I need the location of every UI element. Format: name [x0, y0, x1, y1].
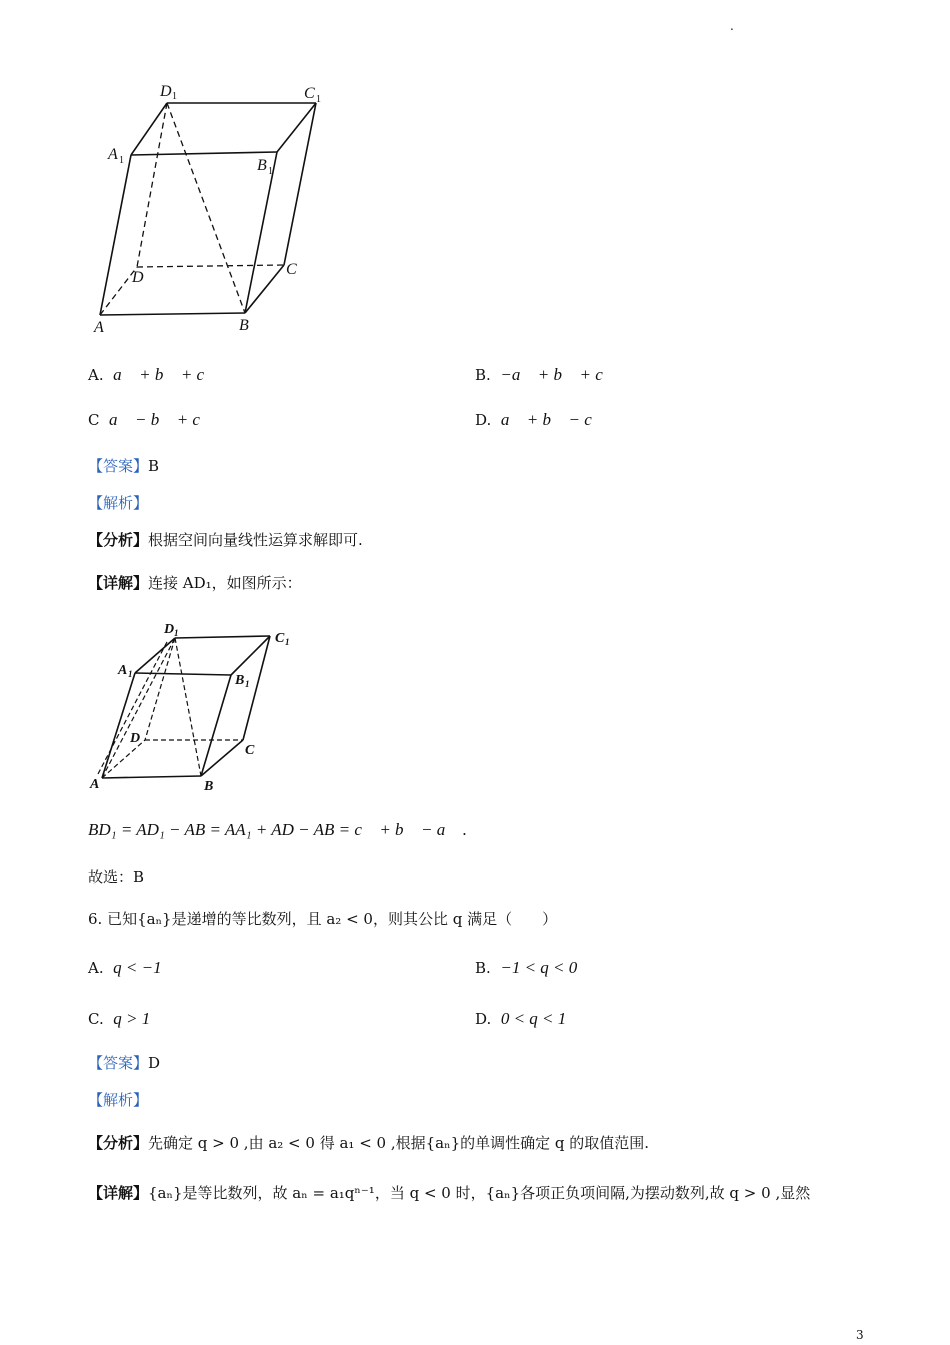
parallelepiped-figure	[88, 80, 338, 340]
label-c1: C	[304, 85, 315, 102]
label-b: B	[239, 317, 249, 334]
q5-option-d: D. a⃗ + b⃗ − c⃗	[475, 410, 605, 429]
label-a: A	[94, 319, 104, 336]
q6-option-c: C. q > 1	[88, 1009, 151, 1028]
q5-vector-equation: BD₁ = AD₁ − AB = AA₁ + AD − AB = c⃗ + b⃗ − a⃗ .	[88, 820, 467, 839]
q5-explain-tag: 【解析】	[88, 494, 149, 512]
q6-option-d: D. 0 < q < 1	[475, 1009, 567, 1028]
label-c: C	[286, 261, 297, 278]
page-number: 3	[856, 1328, 864, 1342]
svg-text:1: 1	[128, 669, 133, 679]
q6-answer: 【答案】D	[88, 1054, 161, 1072]
svg-text:1: 1	[245, 679, 250, 689]
q6-analysis: 【分析】先确定 q > 0 ,由 a₂ < 0 得 a₁ < 0 ,根据{aₙ}的单调性确定 q 的取值范围.	[88, 1134, 650, 1152]
q6-explain-tag: 【解析】	[88, 1091, 149, 1109]
q5-option-a: A. a⃗ + b⃗ + c⃗	[88, 365, 218, 384]
q6-option-b: B. −1 < q < 0	[475, 958, 578, 977]
label-b1: B	[257, 157, 267, 174]
parallelepiped-figure-2	[88, 618, 308, 798]
label-a: A	[90, 777, 100, 792]
label-a1: A	[118, 663, 128, 678]
label-b1: B	[235, 673, 245, 688]
label-c1: C	[275, 631, 285, 646]
svg-text:1: 1	[174, 628, 179, 638]
q5-option-b: B. −a⃗ + b⃗ + c⃗	[475, 365, 616, 384]
header-mark: .	[730, 19, 734, 33]
label-d: D	[130, 731, 141, 746]
label-d1: D	[164, 622, 175, 637]
label-c: C	[245, 743, 255, 758]
q6-option-a: A. q < −1	[88, 958, 162, 977]
svg-text:1: 1	[172, 91, 177, 102]
svg-text:1: 1	[285, 637, 290, 647]
svg-text:1: 1	[316, 94, 321, 105]
svg-text:1: 1	[268, 166, 273, 177]
label-d: D	[132, 269, 144, 286]
q5-answer: 【答案】B	[88, 457, 160, 475]
svg-text:1: 1	[119, 155, 124, 166]
q6-question: 6. 已知{aₙ}是递增的等比数列，且 a₂ < 0，则其公比 q 满足（ ）	[88, 910, 558, 928]
q5-detail: 【详解】连接 AD₁，如图所示：	[88, 574, 302, 592]
q5-option-c: C a⃗ − b⃗ + c⃗	[88, 410, 214, 429]
q5-analysis: 【分析】根据空间向量线性运算求解即可.	[88, 531, 363, 549]
label-b: B	[204, 779, 214, 794]
q6-detail: 【详解】{aₙ}是等比数列，故 aₙ = a₁qⁿ⁻¹，当 q < 0 时，{aₙ}各项正负项间隔,为摆动数列,故 q > 0 ,显然	[88, 1184, 811, 1202]
label-d1: D	[160, 83, 172, 100]
label-a1: A	[108, 146, 118, 163]
q5-choose: 故选：B	[88, 868, 145, 886]
